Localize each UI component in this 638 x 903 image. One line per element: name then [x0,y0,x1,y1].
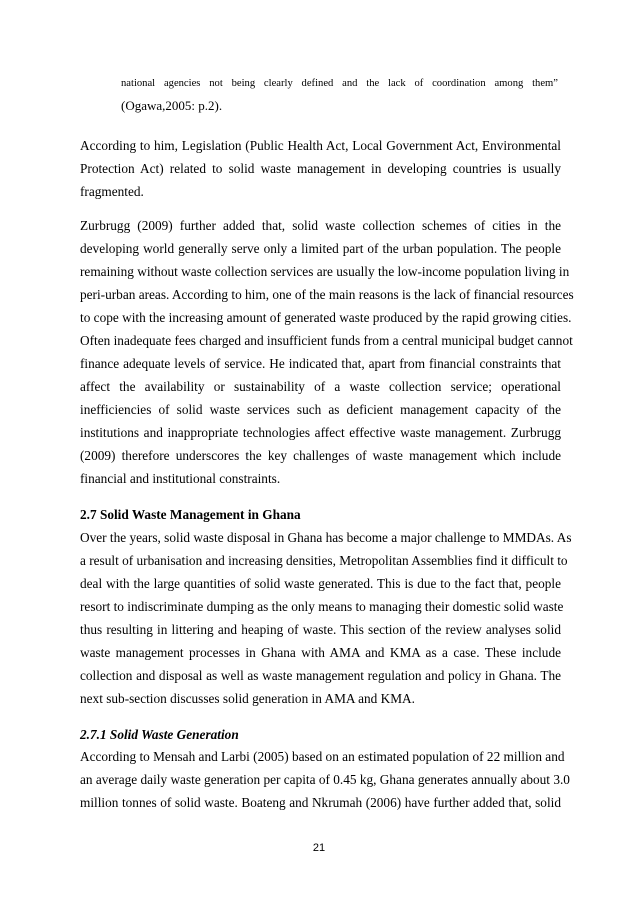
paragraph-line: developing world generally serve only a limited part of the urban population. The people [80,241,561,256]
paragraph-line: Zurbrugg (2009) further added that, solid waste collection schemes of cities in the [80,218,561,233]
paragraph-line: inefficiencies of solid waste services such as deficient management capacity of the [80,402,561,417]
quote-citation: (Ogawa,2005: p.2). [121,98,223,113]
paragraph-line: Over the years, solid waste disposal in Ghana has become a major challenge to MMDAs. As [80,530,572,545]
paragraph-line: waste management processes in Ghana with AMA and KMA as a case. These include [80,645,561,660]
paragraph-ghana [80,526,572,710]
paragraph-line: institutions and inappropriate technologies affect effective waste management. Zurbrugg [80,425,561,440]
paragraph-line: to cope with the increasing amount of generated waste produced by the rapid growing cities. [80,310,572,325]
paragraph-line: peri-urban areas. According to him, one of the main reasons is the lack of financial resources [80,287,574,302]
paragraph-line: Often inadequate fees charged and insufficient funds from a central municipal budget cannot [80,333,573,348]
paragraph-line: next sub-section discusses solid generation in AMA and KMA. [80,691,415,706]
section-heading: 2.7 Solid Waste Management in Ghana [80,507,301,522]
paragraph-line: deal with the large quantities of solid waste generated. This is due to the fact that, people [80,576,561,591]
paragraph-line: collection and disposal as well as waste management regulation and policy in Ghana. The [80,668,561,683]
paragraph-line: resort to indiscriminate dumping as the only means to managing their domestic solid waste [80,599,564,614]
quote-text-line: national agencies not being clearly defined and the lack of coordination among them” [121,78,558,89]
paragraph-line: thus resulting in littering and heaping of waste. This section of the review analyses solid [80,622,561,637]
paragraph-line: an average daily waste generation per capita of 0.45 kg, Ghana generates annually about 3.0 [80,772,570,787]
paragraph-line: affect the availability or sustainability of a waste collection service; operational [80,379,561,394]
paragraph-line: According to Mensah and Larbi (2005) based on an estimated population of 22 million and [80,749,565,764]
paragraph-line: Protection Act) related to solid waste management in developing countries is usually [80,161,561,176]
paragraph-line: According to him, Legislation (Public Health Act, Local Government Act, Environmental [80,138,561,153]
paragraph-line: financial and institutional constraints. [80,471,281,486]
page-number: 21 [312,842,326,854]
paragraph-line: finance adequate levels of service. He indicated that, apart from financial constraints that [80,356,561,371]
paragraph-line: million tonnes of solid waste. Boateng and Nkrumah (2006) have further added that, solid [80,795,561,810]
paragraph-line: a result of urbanisation and increasing densities, Metropolitan Assemblies find it difficult to [80,553,568,568]
paragraph-line: fragmented. [80,184,144,199]
paragraph-line: remaining without waste collection services are usually the low-income population living in [80,264,570,279]
subsection-heading: 2.7.1 Solid Waste Generation [80,727,239,742]
paragraph-legislation [80,134,561,203]
paragraph-zurbrugg [80,214,574,490]
paragraph-generation [80,745,570,814]
paragraph-line: (2009) therefore underscores the key challenges of waste management which include [80,448,561,463]
